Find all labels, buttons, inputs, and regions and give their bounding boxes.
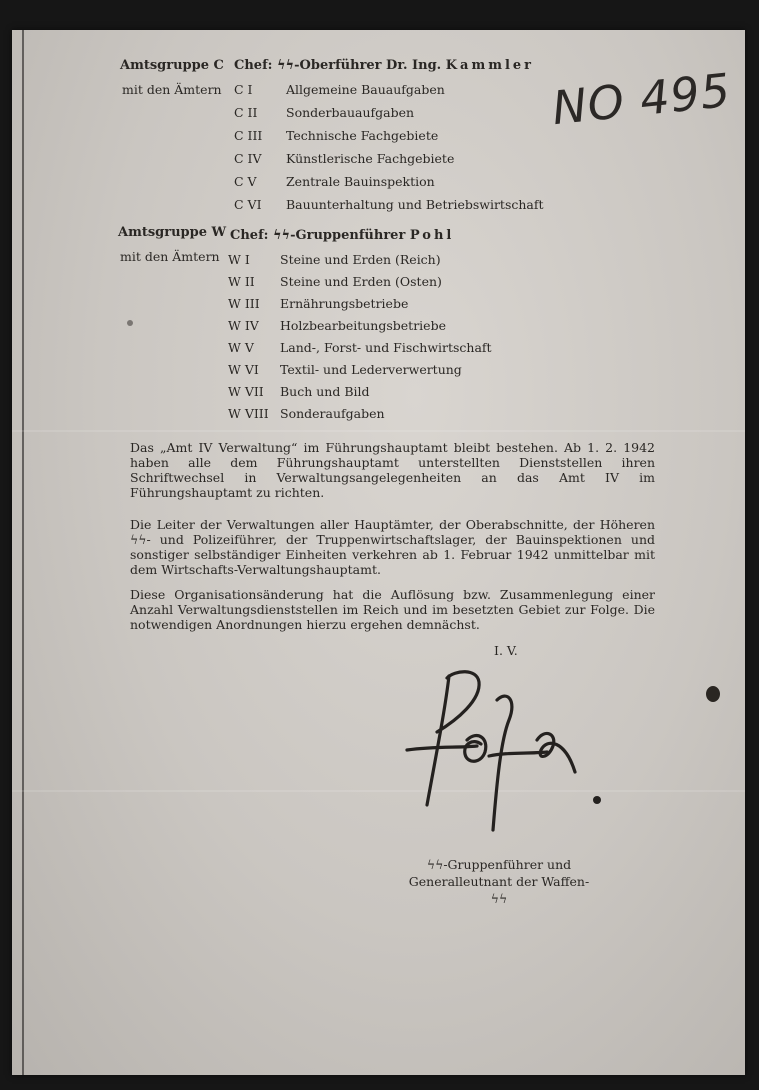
office-code: W VIII — [228, 406, 269, 421]
office-row — [234, 105, 414, 120]
office-code: W II — [228, 274, 255, 289]
paragraph: Diese Organisationsänderung hat die Auflösung bzw. Zusammenlegung einer Anzahl Verwaltungsdienststellen im Reich und im besetzten Gebiet zur Folge. Die notwendigen Anordnungen hierzu ergehen demnächst. — [130, 587, 655, 632]
group-c-sub: mit den Ämtern — [122, 82, 222, 97]
office-row — [228, 406, 385, 421]
office-label: Zentrale Bauinspektion — [286, 174, 435, 189]
office-row — [228, 274, 442, 289]
group-c-chef — [234, 58, 534, 73]
paper-crease — [12, 790, 745, 792]
office-label: Ernährungsbetriebe — [280, 296, 409, 311]
office-code: C IV — [234, 151, 262, 166]
office-label: Technische Fachgebiete — [286, 128, 439, 143]
office-row — [234, 151, 454, 166]
office-row — [234, 174, 435, 189]
office-code: C V — [234, 174, 257, 189]
office-label: Bauunterhaltung und Betriebswirtschaft — [286, 197, 544, 212]
group-w-chef-name: Pohl — [409, 228, 455, 243]
office-label: Künstlerische Fachgebiete — [286, 151, 455, 166]
group-w-sub: mit den Ämtern — [120, 249, 220, 264]
group-c-chef-prefix: Chef: ϟϟ-Oberführer Dr. Ing. — [234, 58, 442, 73]
group-c-chef-name: Kammler — [445, 58, 535, 73]
office-label: Land-, Forst- und Fischwirtschaft — [280, 340, 492, 355]
office-row — [228, 252, 441, 267]
ink-blot — [706, 686, 720, 702]
office-row — [228, 362, 462, 377]
office-label: Steine und Erden (Reich) — [280, 252, 441, 267]
office-row — [228, 296, 408, 311]
office-label: Textil- und Lederverwertung — [280, 362, 462, 377]
office-label: Buch und Bild — [280, 384, 370, 399]
office-row — [228, 384, 370, 399]
office-code: C II — [234, 105, 258, 120]
office-row — [234, 197, 544, 212]
group-w-title: Amtsgruppe W — [118, 225, 227, 240]
office-code: W VII — [228, 384, 264, 399]
office-code: W V — [228, 340, 254, 355]
office-code: W VI — [228, 362, 259, 377]
signature-title-line: Generalleutnant der Waffen-ϟϟ — [408, 874, 590, 906]
group-c-title: Amtsgruppe C — [120, 58, 224, 73]
office-label: Sonderaufgaben — [280, 406, 385, 421]
paper-crease — [12, 430, 745, 432]
office-row — [228, 318, 446, 333]
group-w-chef — [230, 228, 454, 243]
office-row — [234, 128, 438, 143]
in-representation-mark: I. V. — [494, 643, 518, 658]
signature-title — [404, 856, 594, 907]
office-code: W IV — [228, 318, 259, 333]
signature — [397, 660, 627, 850]
office-label: Allgemeine Bauaufgaben — [286, 82, 445, 97]
group-w-chef-prefix: Chef: ϟϟ-Gruppenführer — [230, 228, 406, 243]
paragraph: Die Leiter der Verwaltungen aller Hauptämter, der Oberabschnitte, der Höheren ϟϟ- und Polizeiführer, der Truppenwirtschaftslager, der Bauinspektionen und sonstiger selbständiger Einheiten verkehren ab 1. Februar 1942 unmittelbar mit dem Wirtschafts-Verwaltungshauptamt. — [130, 517, 655, 577]
office-row — [234, 82, 445, 97]
office-label: Sonderbauaufgaben — [286, 105, 415, 120]
office-code: W I — [228, 252, 250, 267]
office-code: C I — [234, 82, 253, 97]
page-edge-line — [22, 30, 24, 1075]
signature-title-line: ϟϟ-Gruppenführer und — [426, 857, 572, 872]
office-code: C VI — [234, 197, 262, 212]
paragraph: Das „Amt IV Verwaltung“ im Führungshauptamt bleibt bestehen. Ab 1. 2. 1942 haben alle dem Führungshauptamt unterstellten Dienststellen ihren Schriftwechsel in Verwaltungsangelegenheiten an das Amt IV im Führungshauptamt zu richten. — [130, 440, 655, 500]
office-label: Steine und Erden (Osten) — [280, 274, 442, 289]
document-page — [12, 30, 745, 1075]
office-label: Holzbearbeitungsbetriebe — [280, 318, 446, 333]
office-code: C III — [234, 128, 263, 143]
ink-spot — [127, 320, 133, 326]
handwritten-note: NO 495 — [549, 62, 734, 136]
office-row — [228, 340, 492, 355]
office-code: W III — [228, 296, 260, 311]
